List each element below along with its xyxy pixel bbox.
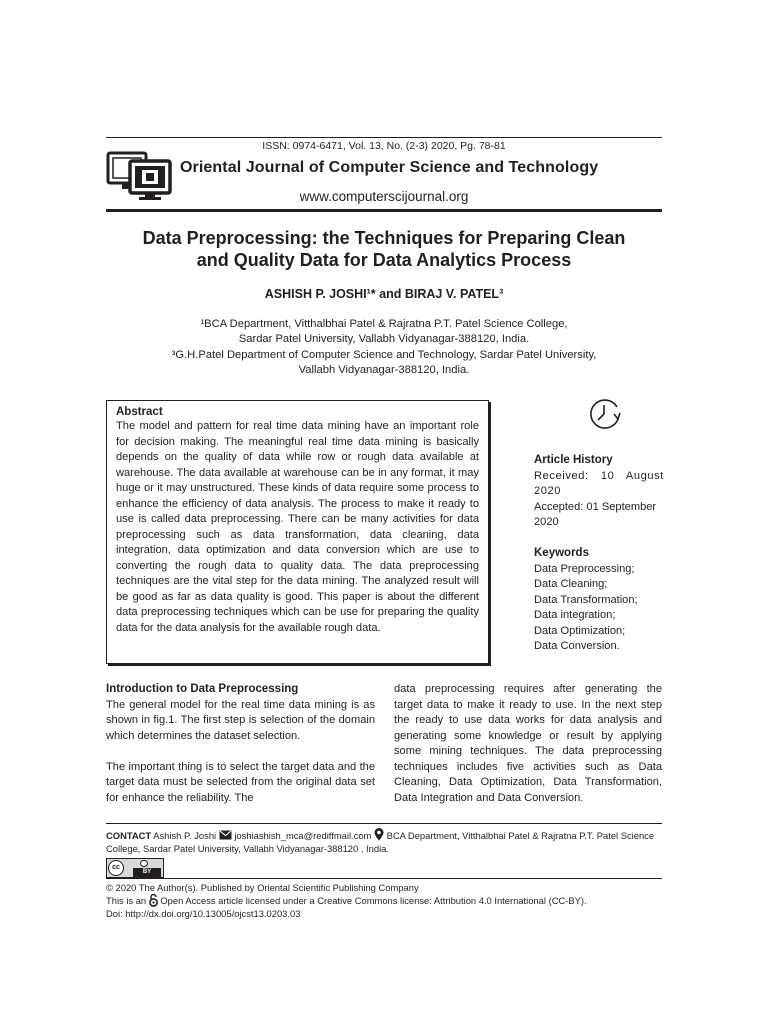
body-paragraph: The general model for the real time data mining is as shown in fig.1. The first step is selection of the domain which determines the dataset selection. bbox=[106, 698, 375, 742]
paper-title bbox=[106, 227, 662, 271]
abstract-box bbox=[106, 400, 489, 664]
affiliation-line: Vallabh Vidyanagar-388120, India. bbox=[298, 364, 470, 377]
doi-line[interactable]: Doi: http://dx.doi.org/10.13005/ojcst13.0203.03 bbox=[106, 908, 301, 919]
contact-block bbox=[106, 828, 663, 855]
keyword-item: Data integration; bbox=[534, 609, 616, 621]
paper-authors: ASHISH P. JOSHI¹* and BIRAJ V. PATEL³ bbox=[264, 287, 504, 301]
journal-url[interactable]: www.computerscijournal.org bbox=[299, 189, 469, 204]
body-paragraph: data preprocessing requires after generating the target data to make it ready to use. In the next step the ready to use data works for data analysis and generating some knowledge or result by applying some mining techniques. The data preprocessing techniques includes five activities such as Data Cleaning, Data Optimization, Data Transformation, Data Integration and Data Conversion. bbox=[394, 683, 662, 804]
contact-label: CONTACT bbox=[106, 830, 152, 841]
article-history bbox=[534, 453, 664, 531]
abstract-heading: Abstract bbox=[116, 406, 163, 418]
article-history-heading: Article History bbox=[534, 454, 613, 466]
received-date: Received: 10 August 2020 bbox=[534, 469, 664, 497]
issn-line: ISSN: 0974-6471, Vol. 13, No. (2-3) 2020, Pg. 78-81 bbox=[262, 140, 506, 152]
header-bottom-rule bbox=[106, 209, 662, 212]
footer-rule bbox=[106, 823, 662, 824]
affiliation-line: ¹BCA Department, Vitthalbhai Patel & Rajratna P.T. Patel Science College, bbox=[200, 318, 568, 330]
abstract-text: The model and pattern for real time data mining have an important role for decision making. The meaningful real time data mining is basically depends on the quality of data while row or rough data available at warehouse. The data available at warehouse can be in any format, it may huge or it may unstructured. These kinds of data require some process to enhance the efficiency of data analysis. The process to make it ready to use is called data preprocessing. There can be many activities for data preprocessing such as data transformation, data cleaning, data integration, data optimization and data conversion which are use to converting the rough data to quality data. The data preprocessing techniques are the vital step for the data mining. The analyzed result will be good as far as data quality is good. This paper is about the different data preprocessing techniques which can be use for preparing the quality data for the data analysis for the available rough data. bbox=[116, 420, 479, 634]
intro-heading: Introduction to Data Preprocessing bbox=[106, 683, 299, 695]
keyword-item: Data Preprocessing; bbox=[534, 562, 635, 575]
affiliations bbox=[106, 317, 662, 379]
open-access-icon bbox=[149, 894, 158, 907]
header-top-rule bbox=[106, 137, 662, 138]
location-pin-icon bbox=[374, 828, 384, 841]
open-access-line bbox=[106, 894, 662, 907]
open-access-prefix: This is an bbox=[106, 895, 147, 906]
cc-icon: cc bbox=[108, 860, 124, 876]
affiliation-line: ³G.H.Patel Department of Computer Science and Technology, Sardar Patel University, bbox=[171, 348, 597, 361]
keywords-heading: Keywords bbox=[534, 547, 589, 559]
contact-name: Ashish P. Joshi bbox=[153, 830, 217, 841]
cc-by-license-badge[interactable] bbox=[106, 858, 164, 878]
body-right-column bbox=[394, 682, 662, 806]
contact-email[interactable]: joshiashish_mca@rediffmail.com bbox=[234, 830, 372, 841]
keyword-item: Data Cleaning; bbox=[534, 578, 608, 590]
keywords bbox=[534, 546, 664, 655]
open-access-text: Open Access article licensed under a Creative Commons license: Attribution 4.0 International (CC-BY). bbox=[160, 895, 587, 906]
accepted-date: Accepted: 01 September 2020 bbox=[534, 500, 657, 528]
license-rule bbox=[106, 878, 662, 879]
person-icon bbox=[140, 860, 148, 867]
body-left-column bbox=[106, 682, 375, 806]
keyword-item: Data Optimization; bbox=[534, 624, 626, 637]
copyright-line: © 2020 The Author(s). Published by Oriental Scientific Publishing Company bbox=[106, 882, 419, 893]
keyword-item: Data Transformation; bbox=[534, 593, 638, 606]
clock-history-icon bbox=[587, 397, 623, 431]
body-paragraph: The important thing is to select the target data and the target data must be selected from the original data set for enhance the reliability. The bbox=[106, 760, 375, 804]
affiliation-line: Sardar Patel University, Vallabh Vidyanagar-388120, India. bbox=[238, 333, 530, 346]
paper-title-line-1: Data Preprocessing: the Techniques for Preparing Clean bbox=[142, 228, 626, 248]
journal-title: Oriental Journal of Computer Science and Technology bbox=[180, 159, 599, 176]
paper-title-line-2: and Quality Data for Data Analytics Process bbox=[196, 250, 572, 270]
contact-address: BCA Department, Vitthalbhai Patel & Rajratna P.T. Patel Science College, Sardar Patel University, Vallabh Vidyanagar-388120 , India. bbox=[106, 830, 655, 854]
keyword-item: Data Conversion. bbox=[534, 640, 620, 652]
envelope-icon bbox=[219, 830, 232, 840]
by-text: BY bbox=[133, 868, 161, 877]
